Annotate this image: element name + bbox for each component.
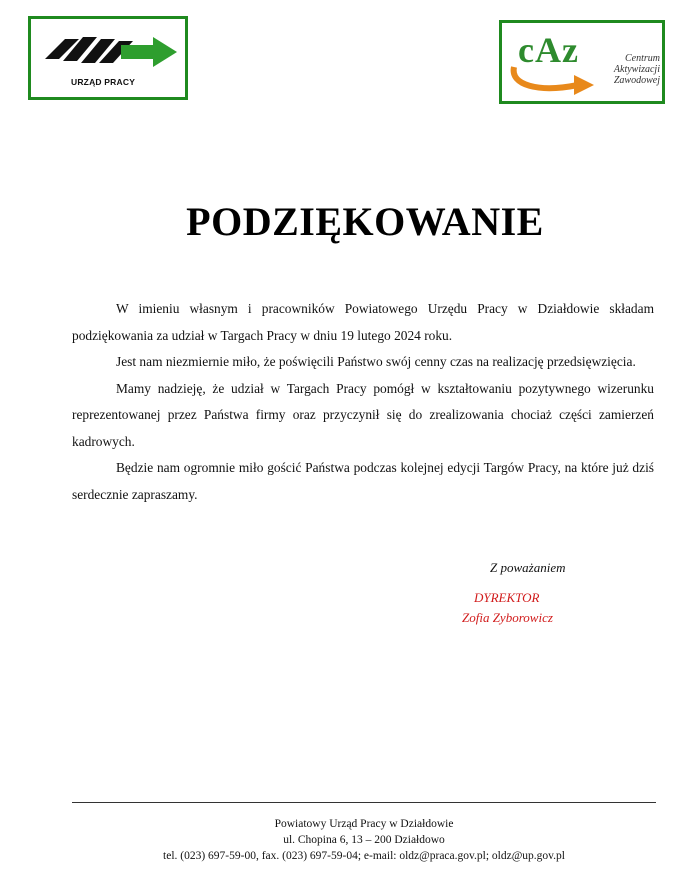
signature-role: DYREKTOR: [474, 590, 540, 605]
cards-arrow-icon: [45, 33, 185, 75]
caz-subtitle-line: Centrum: [625, 53, 660, 64]
urzad-pracy-logo-text: URZĄD PRACY: [71, 77, 136, 87]
caz-subtitle-line: Zawodowej: [613, 75, 660, 86]
caz-logo-subtitle: [602, 53, 660, 86]
signature-greeting: Z poważaniem: [490, 560, 566, 575]
urzad-pracy-logo: [28, 16, 188, 100]
paragraph: Jest nam niezmiernie miło, że poświęcili Państwo swój cenny czas na realizację przedsięwzięcia.: [116, 354, 636, 369]
paragraph: Będzie nam ogromnie miło gościć Państwa podczas kolejnej edycji Targów Pracy, na które już dziś serdecznie zapraszamy.: [72, 460, 654, 502]
letter-body: [72, 296, 654, 508]
footer-address: ul. Chopina 6, 13 – 200 Działdowo: [283, 834, 445, 846]
signature-name: Zofia Zyborowicz: [462, 610, 553, 625]
caz-logo: [499, 20, 665, 104]
caz-logo-text: cAz: [518, 30, 579, 70]
paragraph: Mamy nadzieję, że udział w Targach Pracy pomógł w kształtowaniu pozytywnego wizerunku reprezentowanej przez Państwa firmy oraz przyczynił się do zrealizowania chociaż części zamierzeń kadrowych.: [72, 380, 654, 449]
document-title: PODZIĘKOWANIE: [186, 199, 544, 244]
footer: [0, 816, 680, 864]
paragraph: W imieniu własnym i pracowników Powiatowego Urzędu Pracy w Działdowie składam podziękowania za udział w Targach Pracy w dniu 19 lutego 2024 roku.: [72, 301, 654, 343]
footer-office-name: Powiatowy Urząd Pracy w Działdowie: [274, 818, 454, 830]
caz-subtitle-line: Aktywizacji: [613, 64, 660, 75]
footer-divider: [72, 802, 656, 803]
footer-contact: tel. (023) 697-59-00, fax. (023) 697-59-04; e-mail: oldz@praca.gov.pl; oldz@up.gov.pl: [163, 850, 565, 862]
